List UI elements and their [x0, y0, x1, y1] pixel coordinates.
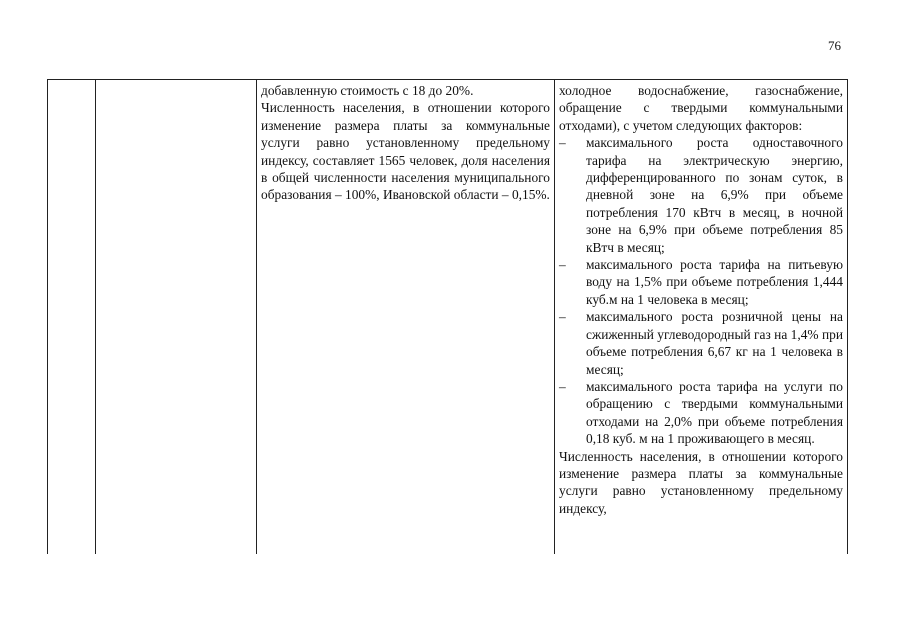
dash-marker: – — [559, 309, 566, 325]
list-item-text: максимального роста розничной цены на сжиженный углеводородный газ на 1,4% при объеме потребления 6,67 кг на 1 человека в месяц; — [586, 309, 843, 377]
table-row — [48, 80, 848, 555]
list-item — [559, 308, 843, 378]
dash-marker: – — [559, 378, 566, 394]
page-number: 76 — [828, 38, 841, 53]
dash-marker: – — [559, 135, 566, 151]
paragraph-intro: холодное водоснабжение, газоснабжение, обращение с твердыми коммунальными отходами), с учетом следующих факторов: — [559, 83, 843, 133]
factor-list — [559, 134, 843, 447]
paragraph-closing: Численность населения, в отношении которого изменение размера платы за коммунальные услуги равно установленному предельному индексу, — [559, 448, 843, 516]
table-cell-number — [48, 80, 96, 555]
table-cell-name — [96, 80, 257, 555]
paragraph: Численность населения, в отношении которого изменение размера платы за коммунальные услуги равно установленному предельному индексу, составляет 1565 человек, доля населения в общей численности населения муниципального образования – 100%, Ивановской области – 0,15%. — [261, 100, 550, 203]
paragraph: добавленную стоимость с 18 до 20%. — [261, 83, 474, 98]
table-cell-factors — [555, 80, 848, 555]
table-cell-description — [257, 80, 555, 555]
list-item — [559, 134, 843, 256]
list-item — [559, 256, 843, 308]
dash-marker: – — [559, 257, 566, 273]
list-item — [559, 378, 843, 448]
list-item-text: максимального роста тарифа на услуги по обращению с твердыми коммунальными отходами на 2,0% при объеме потребления 0,18 куб. м на 1 проживающего в месяц. — [586, 378, 843, 447]
document-table — [47, 79, 848, 554]
list-item-text: максимального роста тарифа на питьевую воду на 1,5% при объеме потребления 1,444 куб.м на 1 человека в месяц; — [586, 257, 843, 307]
list-item-text: максимального роста одноставочного тарифа на электрическую энергию, дифференцированного по зонам суток, в дневной зоне на 6,9% при объеме потребления 170 кВтч в месяц, в ночной зоне на 6,9% при объеме потребления 85 кВтч в месяц; — [586, 135, 843, 255]
